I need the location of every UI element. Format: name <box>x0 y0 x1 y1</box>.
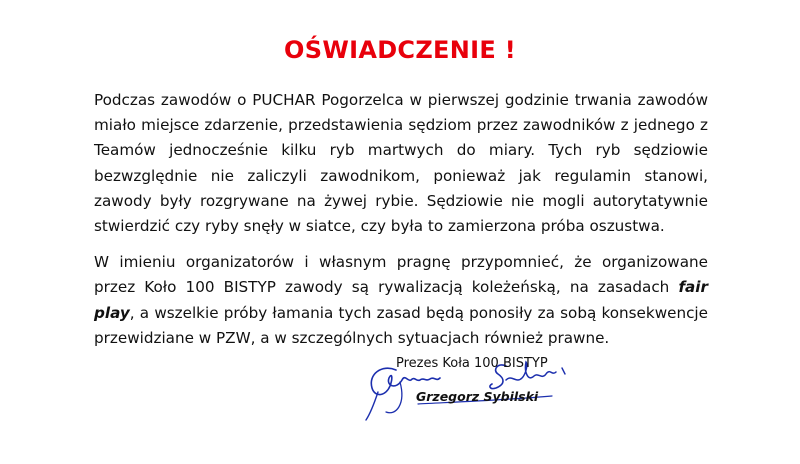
document-title: OŚWIADCZENIE ! <box>284 36 516 64</box>
document-body <box>94 88 708 351</box>
signatory-role: Prezes Koła 100 BISTYP <box>396 356 548 371</box>
paragraph-2 <box>94 250 708 351</box>
signatory-name: Grzegorz Sybilski <box>416 389 539 404</box>
paragraph-2-text-end: , a wszelkie próby łamania tych zasad będą ponosiły za sobą konsekwencje przewidziane w PZW, a w szczególnych sytuacjach również prawne. <box>94 303 708 347</box>
fair-play-emphasis: fair play <box>94 278 708 322</box>
paragraph-2-text-start: W imieniu organizatorów i własnym pragnę przypomnieć, że organizowane przez Koło 100 BISTYP zawody są rywalizacją koleżeńską, na zasadach <box>94 253 708 297</box>
paragraph-1: Podczas zawodów o PUCHAR Pogorzelca w pierwszej godzinie trwania zawodów miało miejsce zdarzenie, przedstawienia sędziom przez zawodników z jednego z Teamów jednocześnie kilku ryb martwych do miary. Tych ryb sędziowie bezwzględnie nie zaliczyli zawodnikom, ponieważ jak regulamin stanowi, zawody były rozgrywane na żywej rybie. Sędziowie nie mogli autorytatywnie stwierdzić czy ryby snęły w siatce, czy była to zamierzona próba oszustwa. <box>94 91 708 236</box>
